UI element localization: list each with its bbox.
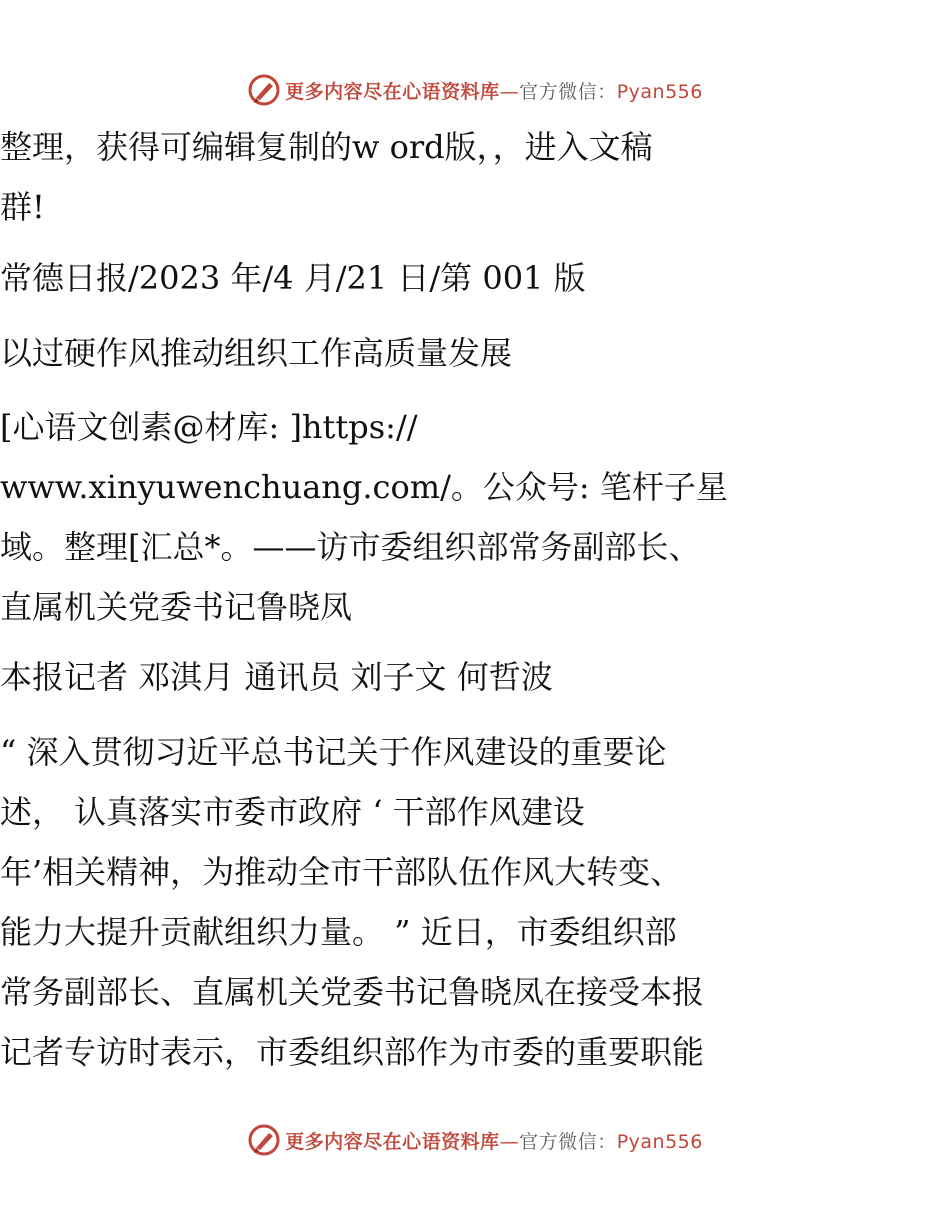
header-banner-label: 官方微信：	[519, 80, 617, 103]
footer-banner-text	[285, 1127, 703, 1154]
body-line: 记者专访时表示，市委组织部作为市委的重要职能	[0, 1033, 705, 1071]
body-line: 群!	[0, 188, 45, 226]
header-banner-text	[285, 77, 703, 104]
date-line: 常德日报/2023 年/4 月/21 日/第 001 版	[0, 259, 586, 297]
body-line: 能力大提升贡献组织力量。 ” 近日，市委组织部	[0, 913, 677, 951]
pen-circle-logo-icon	[247, 1123, 281, 1157]
header-banner	[0, 70, 950, 110]
body-line: [心语文创素@材库: ]https://	[0, 408, 418, 446]
body-line: 常务副部长、直属机关党委书记鲁晓凤在接受本报	[0, 973, 705, 1011]
body-line: 述， 认真落实市委市政府 ‘ 干部作风建设	[0, 793, 585, 831]
header-banner-highlight: 更多内容尽在心语资料库	[285, 80, 500, 103]
body-line: 直属机关党委书记鲁晓凤	[0, 588, 353, 626]
header-banner-separator: —	[499, 80, 520, 103]
header-banner-wechat: Pyan556	[616, 80, 703, 103]
body-line: “ 深入贯彻习近平总书记关于作风建设的重要论	[0, 733, 667, 771]
footer-banner-separator: —	[499, 1130, 520, 1153]
footer-banner-highlight: 更多内容尽在心语资料库	[285, 1130, 500, 1153]
article-title: 以过硬作风推动组织工作高质量发展	[0, 334, 513, 372]
body-line: 整理，获得可编辑复制的w ord版，，进入文稿	[0, 128, 653, 166]
byline: 本报记者 邓淇月 通讯员 刘子文 何哲波	[0, 658, 553, 696]
footer-banner	[0, 1120, 950, 1160]
pen-circle-logo-icon	[247, 73, 281, 107]
footer-banner-wechat: Pyan556	[616, 1130, 703, 1153]
body-line: www.xinyuwenchuang.com/。公众号: 笔杆子星	[0, 468, 728, 506]
body-line: 年’相关精神，为推动全市干部队伍作风大转变、	[0, 853, 683, 891]
footer-banner-label: 官方微信：	[519, 1130, 617, 1153]
body-line: 域。整理[汇总*。——访市委组织部常务副部长、	[0, 528, 701, 566]
